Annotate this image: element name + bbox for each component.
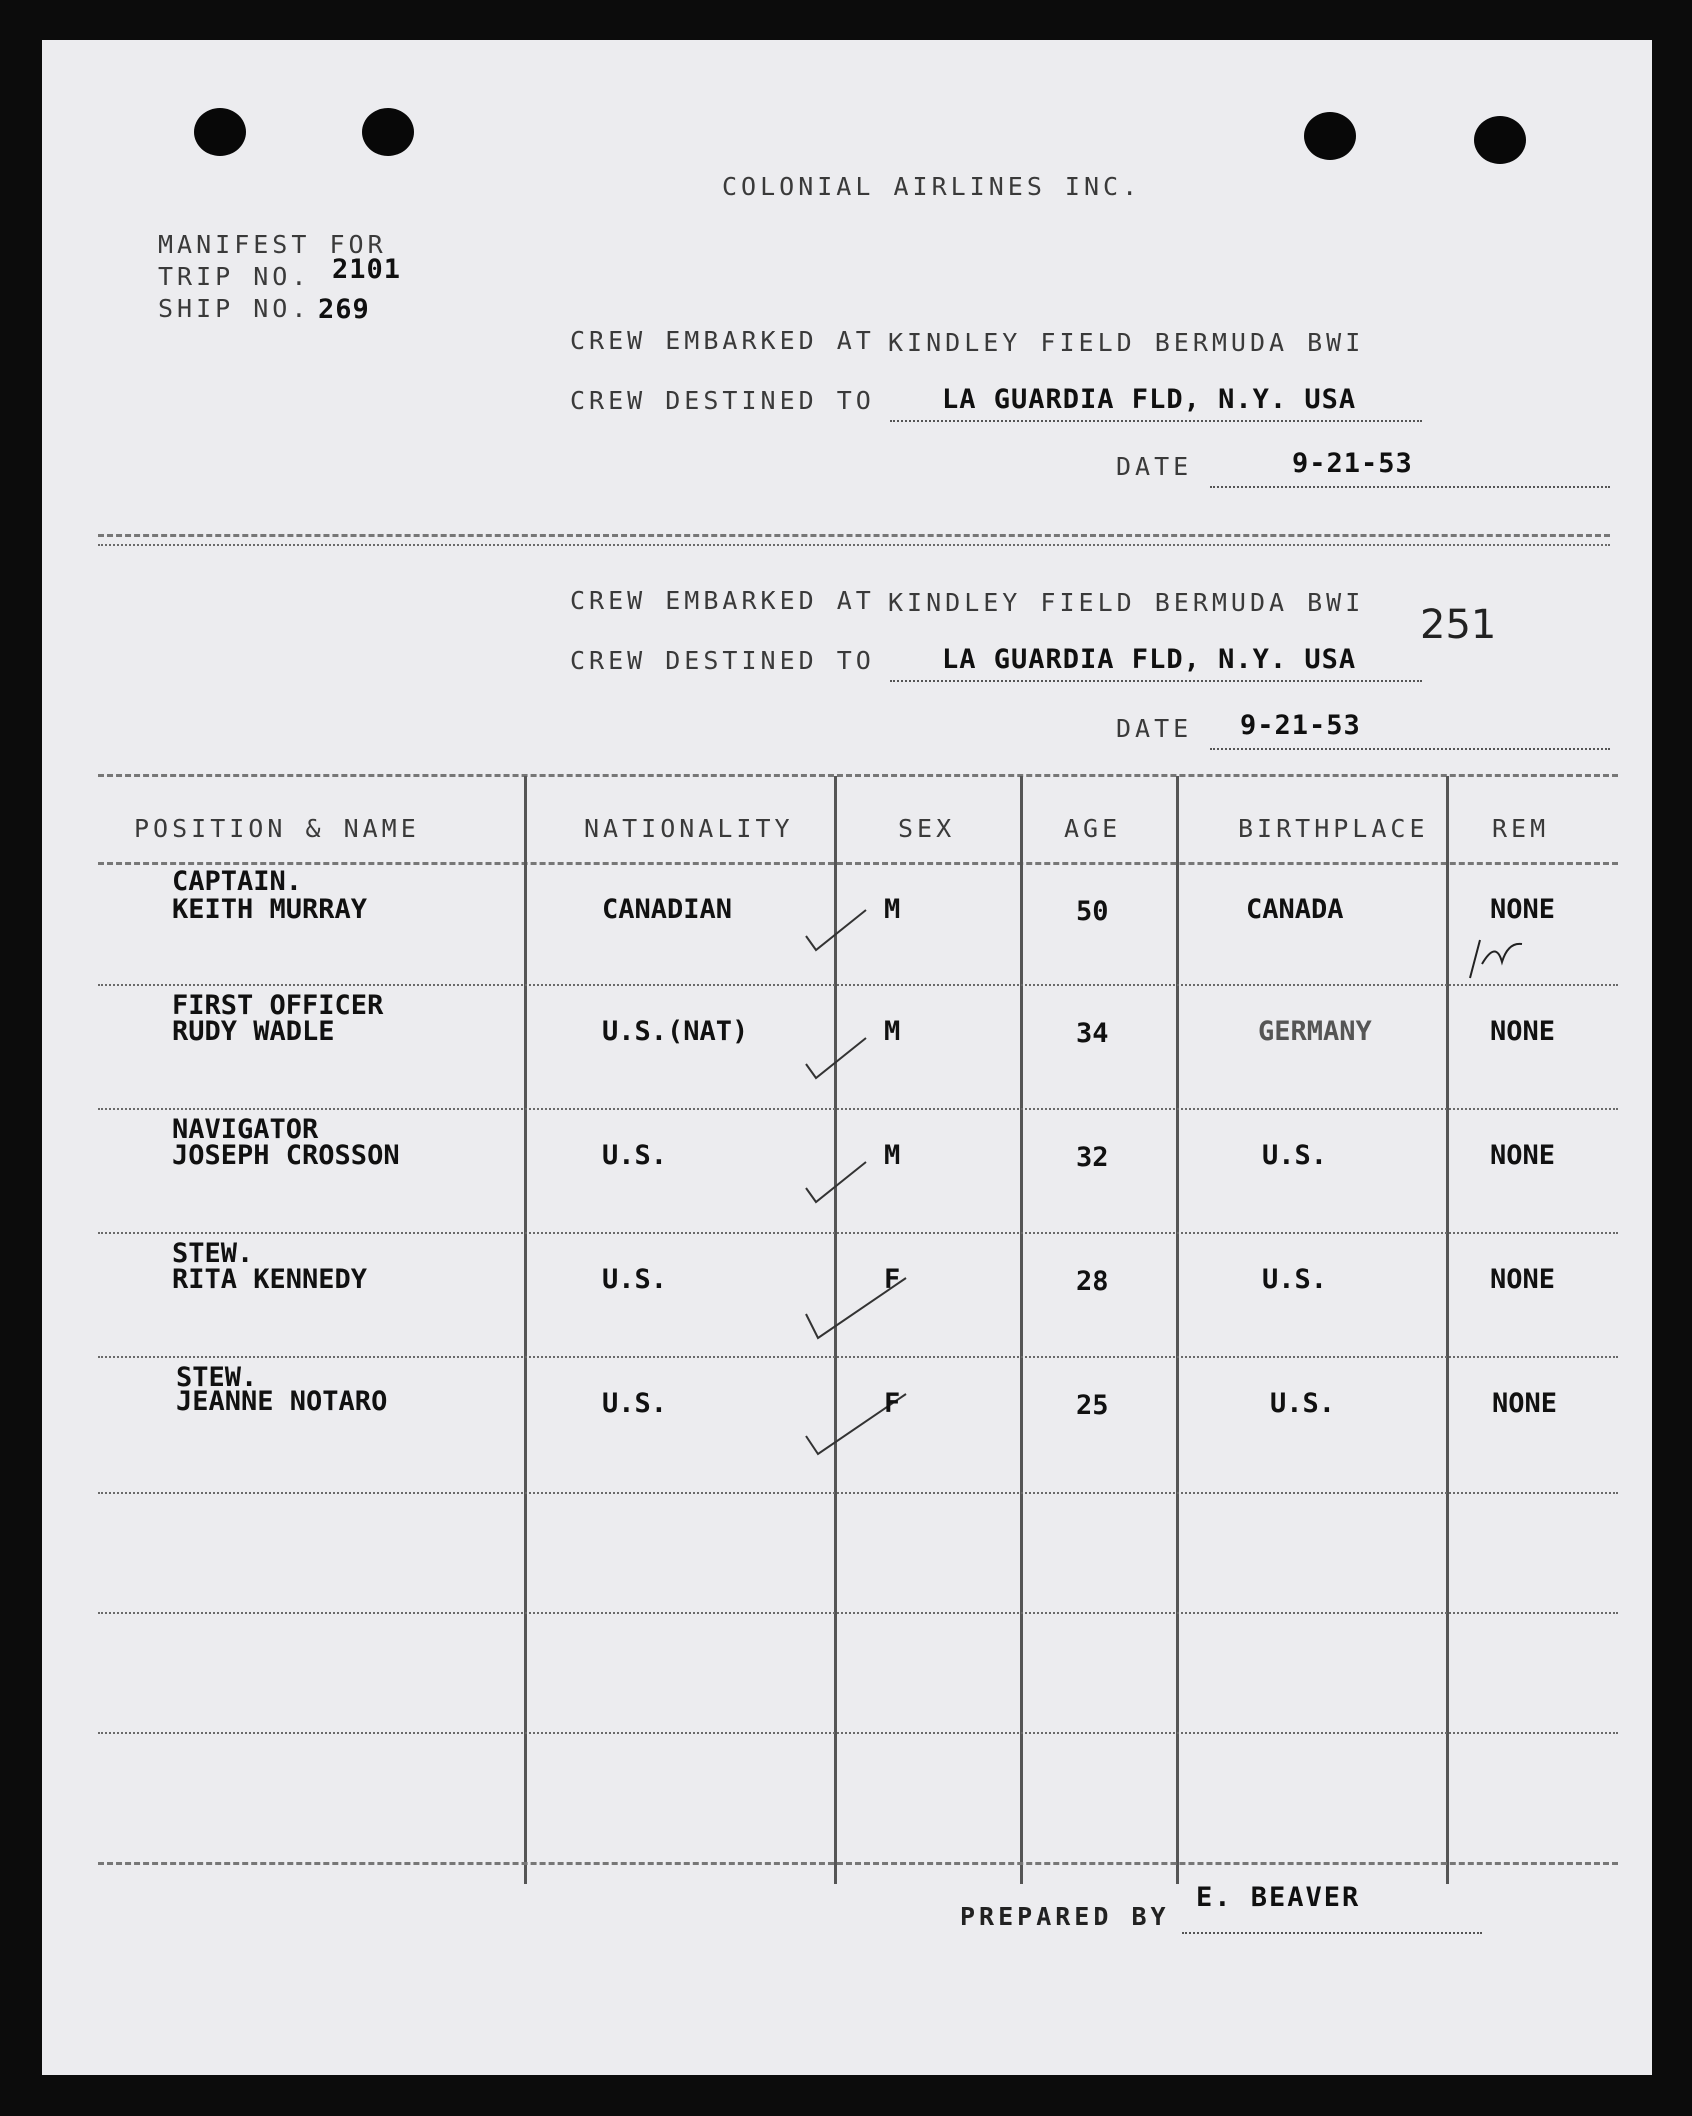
row-rule [98, 1356, 1618, 1358]
col-header-remarks: REM [1492, 814, 1550, 843]
trip-no-value: 2101 [332, 254, 402, 285]
handwritten-page-number: 251 [1420, 602, 1497, 648]
table-top-rule [98, 774, 1618, 777]
prepared-by-value: E. BEAVER [1196, 1882, 1361, 1913]
crew-remarks: NONE [1492, 1388, 1558, 1419]
crew-birthplace: CANADA [1246, 894, 1344, 925]
initials-mark-icon [1462, 934, 1532, 984]
crew-birthplace: U.S. [1262, 1140, 1328, 1171]
punch-hole-right-1 [1304, 112, 1356, 160]
crew-nationality: U.S. [602, 1264, 668, 1295]
col-header-nationality: NATIONALITY [584, 814, 794, 843]
destined-label-top: CREW DESTINED TO [570, 386, 875, 415]
crew-name: RUDY WADLE [172, 1016, 335, 1047]
crew-birthplace: U.S. [1262, 1264, 1328, 1295]
crew-birthplace: GERMANY [1258, 1016, 1372, 1047]
embarked-value-bottom: KINDLEY FIELD BERMUDA BWI [888, 588, 1365, 617]
punch-hole-left-1 [194, 108, 246, 156]
crew-position: STEW. [176, 1362, 258, 1393]
crew-sex: F [884, 1264, 901, 1295]
checkmark-icon [802, 906, 872, 956]
date-underline-top [1210, 486, 1610, 488]
date-underline-bottom [1210, 748, 1610, 750]
col-header-sex: SEX [898, 814, 956, 843]
crew-sex: F [884, 1388, 901, 1419]
row-rule [98, 1232, 1618, 1234]
crew-age: 50 [1076, 896, 1109, 927]
destined-value-bottom: LA GUARDIA FLD, N.Y. USA [942, 644, 1357, 675]
table-row [42, 866, 1652, 986]
crew-age: 25 [1076, 1390, 1109, 1421]
table-row [42, 1238, 1652, 1358]
punch-hole-right-2 [1474, 116, 1526, 164]
crew-name: KEITH MURRAY [172, 894, 368, 925]
crew-position: CAPTAIN. [172, 866, 303, 897]
prepared-by-label: PREPARED BY [960, 1902, 1170, 1931]
col-header-birthplace: BIRTHPLACE [1238, 814, 1429, 843]
section-separator [98, 534, 1610, 537]
table-bottom-rule [98, 1862, 1618, 1865]
col-header-age: AGE [1064, 814, 1122, 843]
crew-nationality: U.S.(NAT) [602, 1016, 749, 1047]
crew-name: JOSEPH CROSSON [172, 1140, 400, 1171]
punch-hole-left-2 [362, 108, 414, 156]
crew-sex: M [884, 1016, 901, 1047]
crew-nationality: CANADIAN [602, 894, 733, 925]
embarked-label-top: CREW EMBARKED AT [570, 326, 875, 355]
crew-birthplace: U.S. [1270, 1388, 1336, 1419]
row-rule [98, 1732, 1618, 1734]
company-name: COLONIAL AIRLINES INC. [722, 172, 1142, 201]
row-rule [98, 1108, 1618, 1110]
prepared-by-underline [1182, 1932, 1482, 1934]
crew-name: RITA KENNEDY [172, 1264, 368, 1295]
manifest-page [42, 40, 1652, 2075]
table-row [42, 1114, 1652, 1234]
table-row [42, 1362, 1652, 1482]
crew-position: STEW. [172, 1238, 254, 1269]
crew-remarks: NONE [1490, 1140, 1556, 1171]
crew-sex: M [884, 1140, 901, 1171]
table-header-rule [98, 862, 1618, 865]
checkmark-icon [802, 1034, 872, 1084]
col-header-position-name: POSITION & NAME [134, 814, 420, 843]
crew-nationality: U.S. [602, 1388, 668, 1419]
destined-underline-bottom [890, 680, 1422, 682]
ship-no-label: SHIP NO. [158, 294, 311, 323]
date-label-top: DATE [1116, 452, 1193, 481]
crew-nationality: U.S. [602, 1140, 668, 1171]
crew-position: FIRST OFFICER [172, 990, 384, 1021]
crew-remarks: NONE [1490, 1264, 1556, 1295]
embarked-label-bottom: CREW EMBARKED AT [570, 586, 875, 615]
checkmark-icon [802, 1158, 872, 1208]
crew-sex: M [884, 894, 901, 925]
crew-name: JEANNE NOTARO [176, 1386, 388, 1417]
destined-underline-top [890, 420, 1422, 422]
row-rule [98, 1492, 1618, 1494]
trip-no-label: TRIP NO. [158, 262, 311, 291]
section-separator-2 [98, 544, 1610, 546]
row-rule [98, 984, 1618, 986]
crew-age: 28 [1076, 1266, 1109, 1297]
destined-value-top: LA GUARDIA FLD, N.Y. USA [942, 384, 1357, 415]
date-label-bottom: DATE [1116, 714, 1193, 743]
crew-age: 34 [1076, 1018, 1109, 1049]
embarked-value-top: KINDLEY FIELD BERMUDA BWI [888, 328, 1365, 357]
crew-age: 32 [1076, 1142, 1109, 1173]
crew-remarks: NONE [1490, 1016, 1556, 1047]
row-rule [98, 1612, 1618, 1614]
destined-label-bottom: CREW DESTINED TO [570, 646, 875, 675]
manifest-for-label: MANIFEST FOR [158, 230, 387, 259]
crew-position: NAVIGATOR [172, 1114, 319, 1145]
crew-remarks: NONE [1490, 894, 1556, 925]
date-value-bottom: 9-21-53 [1240, 710, 1361, 741]
date-value-top: 9-21-53 [1292, 448, 1413, 479]
table-row [42, 990, 1652, 1110]
ship-no-value: 269 [318, 294, 370, 325]
